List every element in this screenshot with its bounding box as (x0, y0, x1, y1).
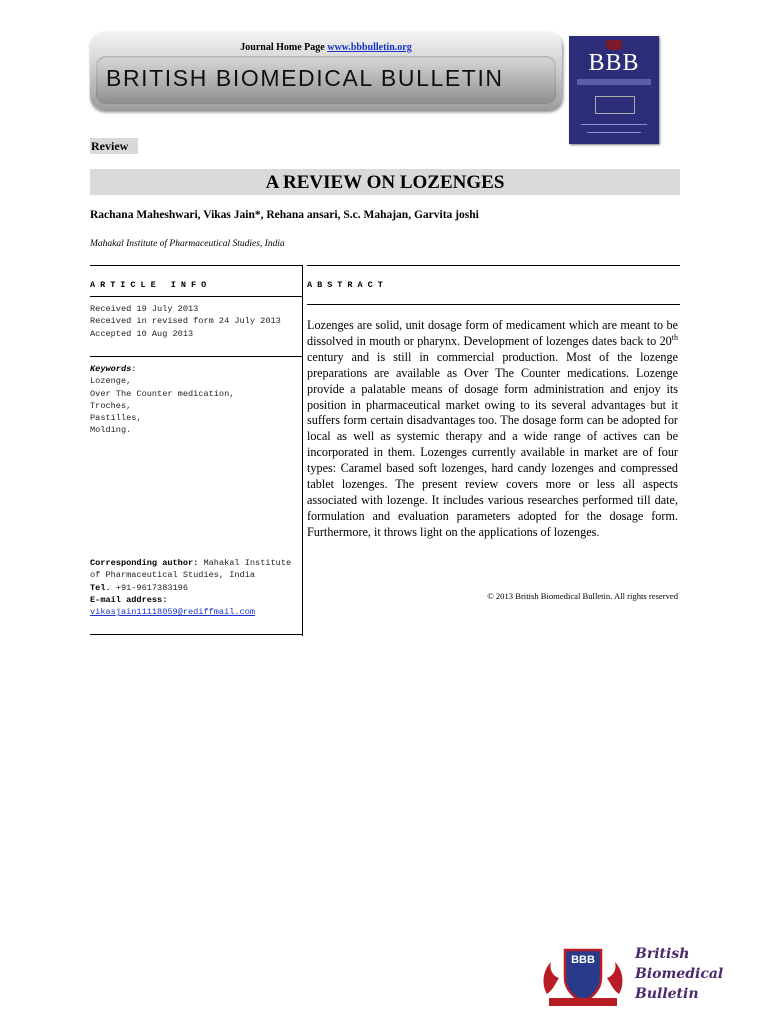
abstract-heading: ABSTRACT (307, 280, 388, 290)
cover-crest-icon (606, 40, 622, 50)
telephone-label: Tel. (90, 582, 111, 593)
homepage-link[interactable]: www.bbbulletin.org (327, 42, 412, 53)
accepted-date: Accepted 10 Aug 2013 (90, 328, 194, 339)
telephone-line (90, 582, 302, 594)
journal-banner (90, 32, 562, 110)
logo-wordmark (635, 944, 723, 1004)
keyword-item: Molding. (90, 425, 132, 436)
logo-shield-text: BBB (571, 954, 595, 966)
logo-line-1: British (635, 946, 690, 962)
abstract-header-rule (307, 304, 680, 305)
keyword-item: Lozenge, (90, 376, 132, 387)
corresponding-author-affiliation-2: of Pharmaceutical Studies, India (90, 570, 256, 581)
email-label-line (90, 594, 302, 606)
info-top-rule (90, 265, 302, 266)
abstract-top-rule (307, 265, 680, 266)
keyword-item: Troches, (90, 400, 132, 411)
column-divider (302, 265, 303, 636)
received-date: Received 19 July 2013 (90, 304, 199, 314)
article-title: A REVIEW ON LOZENGES (90, 169, 680, 195)
abstract-text-part-1: Lozenges are solid, unit dosage form of medicament which are meant to be dissolved in mouth or pharynx. Development of lozenges dates back to 20 (307, 318, 678, 348)
keyword-item: Pastilles, (90, 413, 142, 424)
info-bottom-rule (90, 634, 302, 635)
revised-date: Received in revised form 24 July 2013 (90, 316, 281, 327)
journal-homepage-line (90, 42, 562, 53)
corresponding-author-block (90, 557, 302, 618)
cover-divider (581, 124, 647, 125)
info-header-rule (90, 296, 302, 297)
abstract-text-part-2: century and is still in commercial production. Most of the lozenge preparations are available as Over The Counter medications. Lozenge provide a palatable means of dosage form administration and enjoy its position in pharmaceutical market owing to its several advantages but it suffers form certain disadvantages too. The dosage form can be adopted for local as well as systemic therapy and a wide range of actives can be incorporated in them. Lozenges currently available in market are of four types: Caramel based soft lozenges, hard candy lozenges and compressed tablet lozenges. The present review covers more or less all aspects associated with lozenge. It includes various researches performed till date, formulation and evaluation parameters adopted for the dosage form. Furthermore, it throws light on the applications of lozenges. (307, 349, 678, 539)
article-info-heading: ARTICLE INFO (90, 280, 212, 290)
email-link[interactable]: vikasjain11118059@rediffmail.com (90, 607, 256, 618)
copyright-notice: © 2013 British Biomedical Bulletin. All rights reserved (487, 591, 678, 601)
homepage-label: Journal Home Page (240, 42, 328, 53)
corresponding-author-line (90, 557, 302, 569)
cover-bbb-text: BBB (588, 50, 640, 76)
keywords-block (90, 363, 234, 437)
corresponding-author-label: Corresponding author: (90, 558, 199, 568)
abstract-superscript: th (671, 332, 678, 342)
info-dates-rule (90, 356, 302, 357)
article-type-label: Review (90, 138, 138, 154)
logo-line-3: Bulletin (635, 986, 699, 1002)
journal-cover-image (569, 36, 659, 144)
keyword-item: Over The Counter medication, (90, 388, 235, 399)
telephone-number: +91-9617383196 (110, 582, 188, 593)
keywords-label: Keywords (90, 364, 132, 374)
cover-editor-box (595, 96, 635, 114)
corresponding-author-affiliation: Mahakal Institute (198, 558, 292, 568)
keywords-heading: Keywords: (90, 364, 137, 374)
author-list: Rachana Maheshwari, Vikas Jain*, Rehana ansari, S.c. Mahajan, Garvita joshi (90, 209, 479, 221)
article-dates (90, 303, 281, 340)
bbb-shield-logo-icon (535, 940, 631, 1008)
email-label: E-mail address: (90, 594, 168, 605)
publisher-logo (535, 940, 724, 1008)
logo-line-2: Biomedical (635, 966, 724, 982)
journal-title: BRITISH BIOMEDICAL BULLETIN (106, 65, 504, 91)
author-affiliation: Mahakal Institute of Pharmaceutical Studies, India (90, 239, 285, 249)
cover-subtitle-band (577, 79, 651, 85)
abstract-text (307, 318, 678, 541)
cover-divider-2 (587, 132, 641, 133)
